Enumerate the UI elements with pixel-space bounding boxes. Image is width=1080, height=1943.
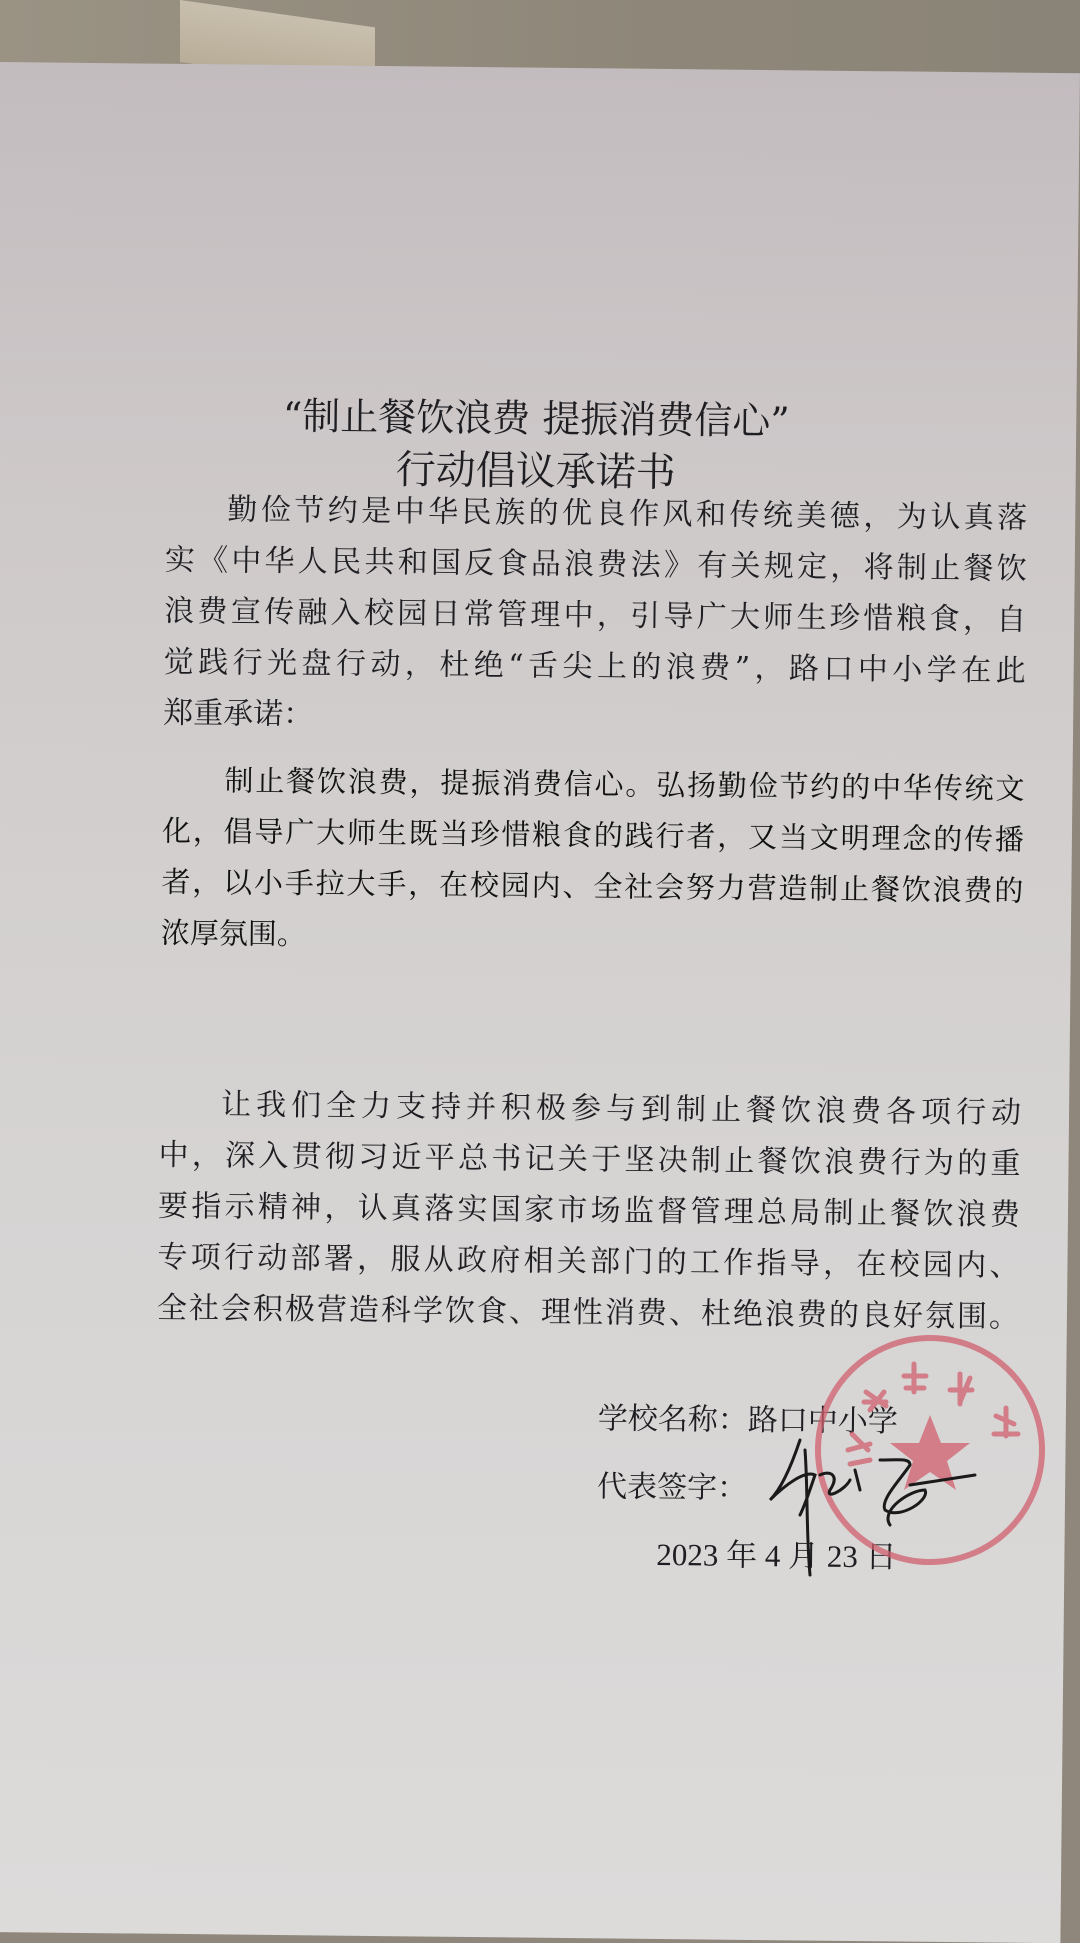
paragraph-3-line: 全社会积极营造科学饮食、理性消费、杜绝浪费的良好氛围。 <box>156 1290 1020 1335</box>
paragraph-1-line: 觉践行光盘行动，杜绝“舌尖上的浪费”，路口中小学在此 <box>163 644 1026 689</box>
paragraph-2-line: 制止餐饮浪费，提振消费信心。弘扬勤俭节约的中华传统文 <box>224 763 1025 806</box>
date: 2023 年 4 月 23 日 <box>656 1536 897 1575</box>
title-line-2: 行动倡议承诺书 <box>395 447 676 497</box>
paragraph-1-line: 勤俭节约是中华民族的优良作风和传统美德，为认真落 <box>227 492 1028 536</box>
paragraph-3-line: 要指示精神，认真落实国家市场监督管理总局制止餐饮浪费 <box>157 1188 1021 1233</box>
title-line-1: “制止餐饮浪费 提振消费信心” <box>282 393 790 444</box>
paragraph-1-line: 浪费宣传融入校园日常管理中，引导广大师生珍惜粮食，自 <box>164 593 1027 638</box>
paragraph-3-line: 中，深入贯彻习近平总书记关于坚决制止餐饮浪费行为的重 <box>158 1137 1021 1182</box>
school-label: 学校名称： <box>597 1401 748 1438</box>
paragraph-3-line: 让我们全力支持并积极参与到制止餐饮浪费各项行动 <box>220 1087 1022 1131</box>
representative-label: 代表签字： <box>596 1469 748 1506</box>
paragraph-3-line: 专项行动部署，服从政府相关部门的工作指导，在校园内、 <box>157 1239 1020 1284</box>
school-name: 路口中小学 <box>747 1402 898 1440</box>
paragraph-2-line: 者，以小手拉大手，在校园内、全社会努力营造制止餐饮浪费的 <box>161 864 1024 908</box>
paragraph-2-line: 化，倡导广大师生既当珍惜粮食的践行者，又当文明理念的传播 <box>161 813 1025 857</box>
paragraph-1-line: 实《中华人民共和国反食品浪费法》有关规定，将制止餐饮 <box>164 542 1027 587</box>
paragraph-2-line: 浓厚氛围。 <box>160 915 307 952</box>
document-page <box>0 62 1080 1943</box>
paragraph-1-line: 郑重承诺： <box>163 695 314 733</box>
handwritten-signature <box>760 1430 980 1580</box>
